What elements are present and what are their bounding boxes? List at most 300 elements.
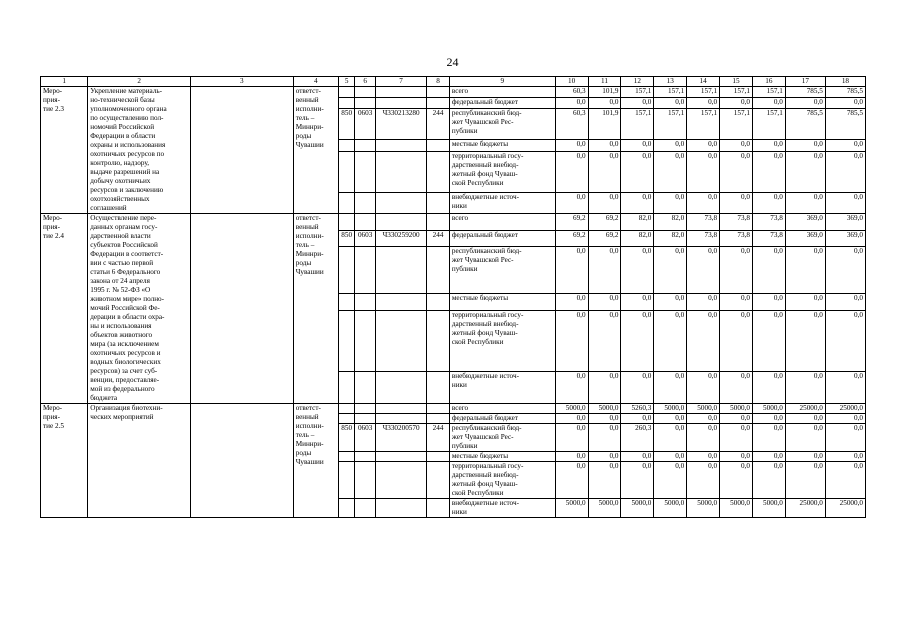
- text-line: всего: [451, 404, 469, 412]
- column-number: 6: [355, 77, 376, 87]
- amount-cell: 73,8: [720, 214, 753, 231]
- funding-source: [449, 230, 555, 247]
- budget-code: [338, 404, 354, 414]
- amount-cell: 0,0: [720, 192, 753, 213]
- budget-code: [355, 499, 376, 518]
- text-line: жет Чувашской Рес-: [451, 256, 514, 265]
- budget-code: [427, 151, 450, 192]
- column-number: 18: [825, 77, 865, 87]
- text-line: республиканский бюд-: [451, 424, 522, 432]
- budget-code: [355, 247, 376, 294]
- amount-cell: 0,0: [588, 462, 621, 499]
- amount-cell: 157,1: [621, 109, 654, 140]
- table-row: [41, 214, 866, 231]
- budget-code: [338, 293, 354, 310]
- activity-description: [88, 404, 191, 518]
- budget-code: [355, 293, 376, 310]
- activity-number: [41, 87, 88, 214]
- amount-cell: 0,0: [825, 140, 865, 151]
- budget-code: [338, 87, 354, 98]
- text-line: внебюджетные источ-: [451, 499, 519, 507]
- text-line: роды: [295, 132, 312, 140]
- text-line: данных органам госу-: [90, 223, 158, 231]
- text-line: публики: [451, 265, 478, 274]
- budget-code: [338, 462, 354, 499]
- funding-source: [449, 414, 555, 424]
- amount-cell: 0,0: [752, 247, 785, 294]
- amount-cell: 5000,0: [687, 404, 720, 414]
- amount-cell: 69,2: [588, 214, 621, 231]
- amount-cell: 0,0: [588, 192, 621, 213]
- text-line: тель –: [295, 431, 315, 439]
- amount-cell: 0,0: [555, 192, 588, 213]
- budget-code: [427, 499, 450, 518]
- amount-cell: 785,5: [825, 109, 865, 140]
- budget-code: [427, 140, 450, 151]
- table-row: [41, 404, 866, 414]
- text-line: Организация биотехни-: [90, 404, 163, 412]
- text-line: ской Республики: [451, 337, 504, 346]
- amount-cell: 5000,0: [720, 404, 753, 414]
- amount-cell: 0,0: [720, 151, 753, 192]
- funding-source: [449, 404, 555, 414]
- amount-cell: 0,0: [654, 424, 687, 452]
- text-line: дарственной власти: [90, 232, 151, 240]
- funding-source: [449, 499, 555, 518]
- amount-cell: 0,0: [752, 98, 785, 109]
- funding-source: [449, 372, 555, 404]
- budget-code: [338, 310, 354, 372]
- amount-cell: 0,0: [720, 140, 753, 151]
- budget-code: [338, 140, 354, 151]
- amount-cell: 0,0: [720, 293, 753, 310]
- text-line: федеральный бюджет: [451, 414, 519, 422]
- text-line: статьи 6 Федерального: [90, 268, 161, 276]
- amount-cell: 0,0: [555, 247, 588, 294]
- amount-cell: 0,0: [720, 372, 753, 404]
- text-line: исполни-: [295, 422, 324, 430]
- amount-cell: 0,0: [654, 140, 687, 151]
- text-line: дарственный внебюд-: [451, 160, 519, 169]
- text-line: мой из федерального: [90, 385, 155, 393]
- text-line: мира (за исключением: [90, 340, 159, 348]
- funding-source: [449, 247, 555, 294]
- amount-cell: 260,3: [621, 424, 654, 452]
- amount-cell: 0,0: [588, 247, 621, 294]
- budget-code: [375, 499, 426, 518]
- budget-code: [375, 192, 426, 213]
- amount-cell: 82,0: [621, 230, 654, 247]
- text-line: всего: [451, 87, 469, 95]
- amount-cell: 69,2: [588, 230, 621, 247]
- amount-cell: 0,0: [720, 424, 753, 452]
- text-line: животном мире» полно-: [90, 295, 165, 303]
- activity-number: [41, 404, 88, 518]
- amount-cell: 82,0: [654, 230, 687, 247]
- column-number: 15: [720, 77, 753, 87]
- amount-cell: 0,0: [752, 293, 785, 310]
- text-line: Федерации в соответст-: [90, 250, 164, 258]
- amount-cell: 0,0: [588, 140, 621, 151]
- amount-cell: 0,0: [588, 372, 621, 404]
- text-line: ресурсов и заключению: [90, 186, 164, 194]
- amount-cell: 5000,0: [588, 499, 621, 518]
- amount-cell: 0,0: [687, 247, 720, 294]
- funding-source: [449, 192, 555, 213]
- amount-cell: 0,0: [752, 310, 785, 372]
- text-line: соглашений: [90, 204, 127, 212]
- amount-cell: 69,2: [555, 214, 588, 231]
- text-line: ресурсов) за счет суб-: [90, 367, 158, 375]
- text-line: федеральный бюджет: [451, 98, 519, 107]
- amount-cell: 73,8: [752, 214, 785, 231]
- budget-code: 0603: [355, 109, 376, 140]
- budget-code: [427, 414, 450, 424]
- text-line: роды: [295, 449, 312, 457]
- text-line: контролю, надзору,: [90, 159, 150, 167]
- text-line: публики: [451, 127, 478, 136]
- budget-code: 244: [427, 230, 450, 247]
- amount-cell: 0,0: [752, 140, 785, 151]
- text-line: жетный фонд Чуваш-: [451, 169, 518, 178]
- amount-cell: 0,0: [720, 462, 753, 499]
- budget-code: [338, 372, 354, 404]
- budget-code: [338, 192, 354, 213]
- column-number: 13: [654, 77, 687, 87]
- amount-cell: 785,5: [825, 87, 865, 98]
- text-line: венный: [295, 96, 319, 104]
- amount-cell: 0,0: [654, 151, 687, 192]
- amount-cell: 0,0: [621, 310, 654, 372]
- amount-cell: 369,0: [825, 230, 865, 247]
- budget-code: [355, 372, 376, 404]
- text-line: ники: [451, 508, 467, 516]
- text-line: тель –: [295, 241, 315, 249]
- amount-cell: 0,0: [555, 462, 588, 499]
- activity-description: [88, 214, 191, 404]
- amount-cell: 157,1: [621, 87, 654, 98]
- text-line: тие 2.4: [43, 232, 64, 240]
- budget-code: Ч330200570: [375, 424, 426, 452]
- amount-cell: 73,8: [687, 230, 720, 247]
- amount-cell: 0,0: [621, 151, 654, 192]
- column-number: 11: [588, 77, 621, 87]
- amount-cell: 0,0: [654, 98, 687, 109]
- text-line: бюджета: [90, 394, 118, 402]
- amount-cell: 5000,0: [654, 404, 687, 414]
- amount-cell: 0,0: [588, 98, 621, 109]
- amount-cell: 0,0: [654, 310, 687, 372]
- text-line: роды: [295, 259, 312, 267]
- text-line: федеральный бюджет: [451, 230, 519, 239]
- text-line: Миннри-: [295, 250, 324, 258]
- amount-cell: 5000,0: [621, 499, 654, 518]
- amount-cell: 785,5: [785, 109, 825, 140]
- amount-cell: 0,0: [654, 247, 687, 294]
- budget-code: [375, 372, 426, 404]
- amount-cell: 0,0: [720, 310, 753, 372]
- amount-cell: 0,0: [825, 424, 865, 452]
- text-line: венный: [295, 223, 319, 231]
- text-line: выдаче разрешений на: [90, 168, 160, 176]
- funding-source: [449, 310, 555, 372]
- amount-cell: 369,0: [785, 214, 825, 231]
- amount-cell: 5000,0: [588, 404, 621, 414]
- amount-cell: 73,8: [752, 230, 785, 247]
- funding-source: [449, 462, 555, 499]
- amount-cell: 0,0: [785, 293, 825, 310]
- amount-cell: 0,0: [621, 293, 654, 310]
- amount-cell: 5000,0: [752, 499, 785, 518]
- budget-code: [338, 499, 354, 518]
- text-line: ответст-: [295, 214, 321, 222]
- amount-cell: 0,0: [720, 247, 753, 294]
- amount-cell: 785,5: [785, 87, 825, 98]
- amount-cell: 0,0: [654, 452, 687, 462]
- amount-cell: 5000,0: [555, 499, 588, 518]
- amount-cell: 5000,0: [720, 499, 753, 518]
- amount-cell: 5260,3: [621, 404, 654, 414]
- text-line: субъектов Российской: [90, 241, 158, 249]
- amount-cell: 0,0: [687, 151, 720, 192]
- amount-cell: 0,0: [687, 452, 720, 462]
- amount-cell: 0,0: [825, 372, 865, 404]
- amount-cell: 0,0: [654, 414, 687, 424]
- budget-code: [427, 404, 450, 414]
- amount-cell: 0,0: [785, 310, 825, 372]
- budget-code: [355, 151, 376, 192]
- text-line: тие 2.3: [43, 105, 64, 113]
- amount-cell: 0,0: [588, 452, 621, 462]
- amount-cell: 0,0: [687, 462, 720, 499]
- funding-source: [449, 109, 555, 140]
- column-number: 12: [621, 77, 654, 87]
- column-number: 9: [449, 77, 555, 87]
- amount-cell: 0,0: [825, 247, 865, 294]
- amount-cell: 0,0: [785, 140, 825, 151]
- budget-code: [355, 414, 376, 424]
- column-number: 4: [293, 77, 338, 87]
- amount-cell: 0,0: [621, 98, 654, 109]
- text-line: исполни-: [295, 105, 324, 113]
- text-line: прия-: [43, 223, 60, 231]
- amount-cell: 0,0: [555, 372, 588, 404]
- text-line: венный: [295, 413, 319, 421]
- amount-cell: 69,2: [555, 230, 588, 247]
- amount-cell: 0,0: [621, 192, 654, 213]
- amount-cell: 60,3: [555, 109, 588, 140]
- text-line: ны и использования: [90, 322, 152, 330]
- text-line: охотхозяйственных: [90, 195, 150, 203]
- text-line: охотничьих ресурсов и: [90, 349, 161, 357]
- text-line: внебюджетные источ-: [451, 372, 519, 381]
- amount-cell: 73,8: [720, 230, 753, 247]
- text-line: объектов животного: [90, 331, 153, 339]
- amount-cell: 0,0: [785, 247, 825, 294]
- amount-cell: 0,0: [825, 452, 865, 462]
- text-line: Осуществление пере-: [90, 214, 157, 222]
- text-line: но-технической базы: [90, 96, 155, 104]
- column-number: 3: [190, 77, 293, 87]
- amount-cell: 0,0: [785, 372, 825, 404]
- budget-code: [427, 87, 450, 98]
- amount-cell: 157,1: [654, 109, 687, 140]
- text-line: прия-: [43, 413, 60, 421]
- text-line: Чувашии: [295, 458, 324, 466]
- amount-cell: 0,0: [752, 192, 785, 213]
- text-line: Миннри-: [295, 123, 324, 131]
- amount-cell: 0,0: [621, 247, 654, 294]
- text-line: Меро-: [43, 214, 63, 222]
- amount-cell: 157,1: [752, 87, 785, 98]
- column-number: 10: [555, 77, 588, 87]
- budget-code: [355, 214, 376, 231]
- text-line: тие 2.5: [43, 422, 64, 430]
- amount-cell: 0,0: [752, 151, 785, 192]
- amount-cell: 0,0: [654, 192, 687, 213]
- text-line: жет Чувашской Рес-: [451, 433, 514, 441]
- amount-cell: 0,0: [555, 414, 588, 424]
- budget-code: [355, 404, 376, 414]
- text-line: прия-: [43, 96, 60, 104]
- amount-cell: 0,0: [752, 424, 785, 452]
- responsible-executor: [293, 87, 338, 214]
- amount-cell: 0,0: [687, 372, 720, 404]
- amount-cell: 5000,0: [555, 404, 588, 414]
- funding-source: [449, 424, 555, 452]
- amount-cell: 0,0: [555, 98, 588, 109]
- budget-code: [375, 247, 426, 294]
- amount-cell: 5000,0: [752, 404, 785, 414]
- amount-cell: 0,0: [720, 452, 753, 462]
- funding-source: [449, 87, 555, 98]
- amount-cell: 0,0: [588, 151, 621, 192]
- budget-code: 850: [338, 424, 354, 452]
- page-number: 24: [446, 55, 459, 69]
- budget-code: [375, 98, 426, 109]
- text-line: исполни-: [295, 232, 324, 240]
- budget-code: 0603: [355, 230, 376, 247]
- budget-code: [338, 98, 354, 109]
- responsible-executor: [293, 214, 338, 404]
- budget-code: [338, 151, 354, 192]
- column-number: 16: [752, 77, 785, 87]
- text-line: территориальный госу-: [451, 151, 524, 160]
- amount-cell: 0,0: [752, 414, 785, 424]
- text-line: номочий Российской: [90, 123, 155, 131]
- text-line: Миннри-: [295, 440, 324, 448]
- amount-cell: 82,0: [621, 214, 654, 231]
- text-line: республиканский бюд-: [451, 247, 522, 256]
- budget-code: [427, 98, 450, 109]
- amount-cell: 157,1: [687, 109, 720, 140]
- amount-cell: 0,0: [752, 452, 785, 462]
- budget-code: [375, 293, 426, 310]
- amount-cell: 0,0: [752, 462, 785, 499]
- budget-code: 244: [427, 109, 450, 140]
- budget-code: [375, 87, 426, 98]
- amount-cell: 0,0: [555, 424, 588, 452]
- text-line: по осуществлению пол-: [90, 114, 164, 122]
- amount-cell: 25000,0: [825, 499, 865, 518]
- amount-cell: 0,0: [687, 310, 720, 372]
- amount-cell: 0,0: [785, 192, 825, 213]
- budget-code: [355, 462, 376, 499]
- budget-code: 244: [427, 424, 450, 452]
- amount-cell: 0,0: [555, 151, 588, 192]
- text-line: дерации в области охра-: [90, 313, 165, 321]
- amount-cell: 0,0: [555, 293, 588, 310]
- amount-cell: 0,0: [588, 414, 621, 424]
- amount-cell: 5000,0: [654, 499, 687, 518]
- budget-code: [427, 247, 450, 294]
- column-number: 8: [427, 77, 450, 87]
- budget-code: [375, 452, 426, 462]
- budget-code: [375, 414, 426, 424]
- empty-cell: [190, 87, 293, 214]
- budget-code: [375, 310, 426, 372]
- amount-cell: 0,0: [825, 414, 865, 424]
- amount-cell: 0,0: [785, 452, 825, 462]
- text-line: водных биологических: [90, 358, 161, 366]
- text-line: местные бюджеты: [451, 293, 509, 302]
- amount-cell: 0,0: [687, 140, 720, 151]
- text-line: 1995 г. № 52-ФЗ «О: [90, 286, 151, 294]
- amount-cell: 0,0: [825, 293, 865, 310]
- amount-cell: 101,9: [588, 109, 621, 140]
- text-line: венции, предоставляе-: [90, 376, 160, 384]
- budget-code: [355, 98, 376, 109]
- text-line: республиканский бюд-: [451, 109, 522, 118]
- empty-cell: [190, 404, 293, 518]
- amount-cell: 157,1: [720, 109, 753, 140]
- budget-code: [355, 140, 376, 151]
- amount-cell: 0,0: [588, 293, 621, 310]
- amount-cell: 369,0: [785, 230, 825, 247]
- column-number: 17: [785, 77, 825, 87]
- text-line: Чувашии: [295, 268, 324, 276]
- amount-cell: 0,0: [588, 310, 621, 372]
- amount-cell: 0,0: [621, 452, 654, 462]
- column-number-row: [41, 77, 866, 87]
- text-line: всего: [451, 214, 469, 222]
- text-line: Чувашии: [295, 141, 324, 149]
- text-line: охотничьих ресурсов по: [90, 150, 165, 158]
- text-line: Меро-: [43, 87, 63, 95]
- amount-cell: 0,0: [555, 310, 588, 372]
- amount-cell: 0,0: [687, 293, 720, 310]
- amount-cell: 82,0: [654, 214, 687, 231]
- amount-cell: 0,0: [621, 414, 654, 424]
- budget-code: [355, 192, 376, 213]
- amount-cell: 0,0: [687, 424, 720, 452]
- amount-cell: 0,0: [654, 293, 687, 310]
- amount-cell: 73,8: [687, 214, 720, 231]
- budget-code: [355, 310, 376, 372]
- amount-cell: 0,0: [687, 98, 720, 109]
- text-line: ской Республики: [451, 178, 504, 187]
- text-line: дарственный внебюд-: [451, 319, 519, 328]
- amount-cell: 25000,0: [785, 499, 825, 518]
- budget-code: [338, 452, 354, 462]
- text-line: жетный фонд Чуваш-: [451, 480, 518, 488]
- amount-cell: 5000,0: [687, 499, 720, 518]
- budget-code: [338, 414, 354, 424]
- text-line: вии с частью первой: [90, 259, 154, 267]
- amount-cell: 0,0: [752, 372, 785, 404]
- text-line: ники: [451, 201, 467, 210]
- budget-code: 850: [338, 109, 354, 140]
